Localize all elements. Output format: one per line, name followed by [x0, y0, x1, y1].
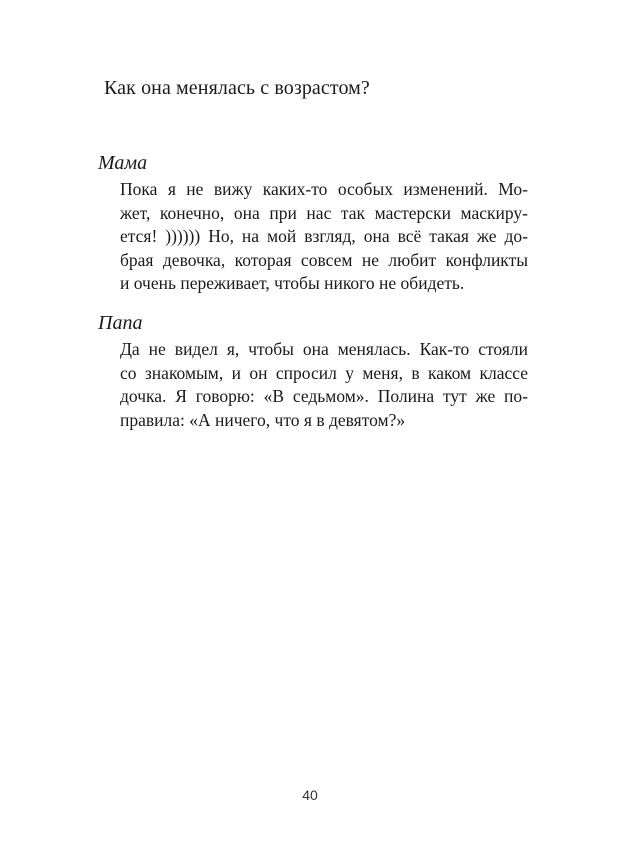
speaker-name-mama: Мама	[98, 152, 148, 174]
answer-line: Пока я не вижу каких-то особых изменений. Мо-	[120, 179, 528, 199]
answer-line: брая девочка, которая совсем не любит конфликты	[120, 249, 528, 270]
answer-line: Да не видел я, чтобы она менялась. Как-то стояли	[120, 339, 528, 359]
answer-line: дочка. Я говорю: «В седьмом». Полина тут же по-	[120, 386, 528, 406]
answer-text-papa	[120, 338, 528, 432]
answer-line: ется! )))))) Но, на мой взгляд, она всё такая же до-	[120, 226, 528, 246]
section-question: Как она менялась с возрастом?	[104, 77, 370, 99]
answer-text-mama	[120, 178, 528, 296]
speaker-name-papa: Папа	[98, 312, 143, 334]
answer-line: правила: «А ничего, что я в девятом?»	[120, 409, 406, 430]
answer-line: и очень переживает, чтобы никого не обидеть.	[120, 273, 465, 293]
answer-line: жет, конечно, она при нас так мастерски маскиру-	[120, 202, 528, 223]
answer-block-mama	[98, 150, 528, 296]
page-number: 40	[302, 787, 318, 803]
answer-block-papa	[98, 310, 528, 432]
answer-line: со знакомым, и он спросил у меня, в каком классе	[120, 362, 528, 383]
